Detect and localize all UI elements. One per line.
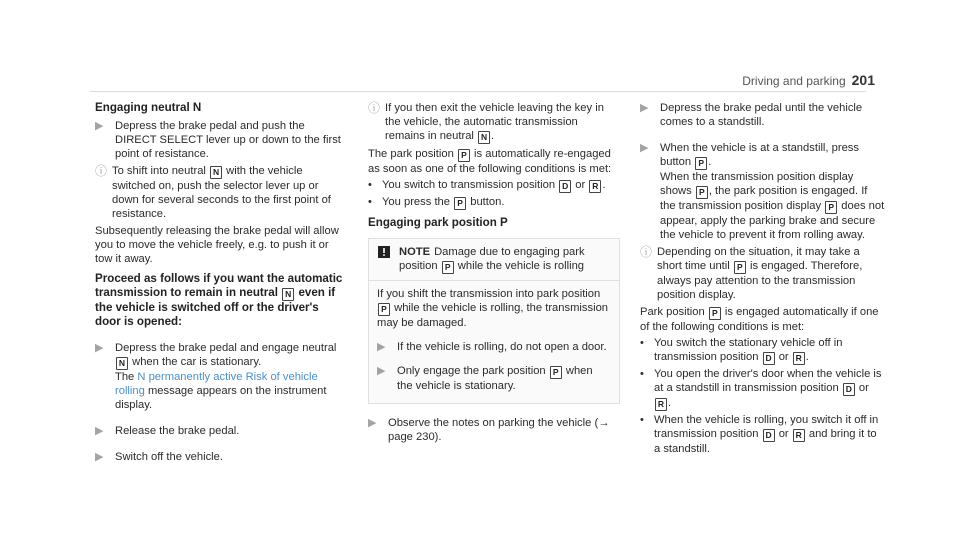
header-divider xyxy=(90,91,866,92)
triangle-arrow-icon: ▶ xyxy=(95,120,104,132)
gear-position-icon: N xyxy=(116,357,128,370)
triangle-arrow-icon: ▶ xyxy=(95,451,104,463)
step-item xyxy=(368,416,620,444)
note-paragraph: If you shift the transmission into park position P while the vehicle is rolling, the transmission may be damaged. xyxy=(377,288,609,329)
triangle-arrow-icon: ▶ xyxy=(640,142,649,154)
info-icon: ⓘ xyxy=(640,245,653,259)
gear-position-icon: P xyxy=(378,303,390,316)
info-note xyxy=(640,245,885,302)
note-title: NOTE xyxy=(399,246,431,258)
step-text: When the vehicle is at a standstill, press button P . When the transmission position display shows P , the park position is engaged. If the transmission position display P does not appear, apply the parking brake and secure the vehicle to prevent it from rolling away. xyxy=(660,142,885,241)
note-text: Depending on the situation, it may take a short time until P is engaged. Therefore, always pay attention to the transmission position display. xyxy=(657,246,863,301)
step-item xyxy=(640,141,885,242)
gear-position-icon: P xyxy=(454,197,466,210)
step-text: Release the brake pedal. xyxy=(115,425,240,437)
gear-position-icon: R xyxy=(589,180,601,193)
condition-list xyxy=(640,336,885,456)
triangle-arrow-icon: ▶ xyxy=(95,342,104,354)
display-message-link: N permanently active Risk of vehicle rolling xyxy=(115,371,318,397)
step-item xyxy=(95,341,347,412)
info-note xyxy=(368,101,620,144)
paragraph: Park position P is engaged automatically if one of the following conditions is met: xyxy=(640,306,879,333)
step-text: Switch off the vehicle. xyxy=(115,451,223,463)
step-item xyxy=(95,424,347,438)
heading-proceed-neutral: Proceed as follows if you want the automatic transmission to remain in neutral N even if the vehicle is switched off or the driver's door is opened: xyxy=(95,272,343,328)
warning-icon xyxy=(377,245,391,259)
list-item: • You press the P button. xyxy=(368,196,505,208)
step-text: Depress the brake pedal and push the DIRECT SELECT lever up or down to the first point of resistance. xyxy=(115,120,341,160)
step-item xyxy=(95,450,347,464)
step-text: Depress the brake pedal until the vehicle comes to a standstill. xyxy=(660,102,863,128)
list-item: • You switch to transmission position D or R . xyxy=(368,179,606,191)
heading-engaging-park: Engaging park position P xyxy=(368,216,508,229)
column-right xyxy=(640,101,885,456)
gear-position-icon: P xyxy=(709,307,721,320)
gear-position-icon: P xyxy=(695,157,707,170)
note-box-body xyxy=(369,281,619,403)
note-text: To shift into neutral N with the vehicle switched on, push the selector lever up or down for several seconds to the first point of resistance. xyxy=(112,165,331,220)
page-number: 201 xyxy=(851,72,875,88)
gear-position-icon: R xyxy=(793,352,805,365)
step-item xyxy=(377,364,611,393)
list-item: • You open the driver's door when the vehicle is at a standstill in transmission position D or R . xyxy=(640,368,882,409)
heading-engaging-neutral: Engaging neutral N xyxy=(95,101,202,114)
paragraph: Subsequently releasing the brake pedal will allow you to move the vehicle freely, e.g. to push it or tow it away. xyxy=(95,225,339,265)
step-item xyxy=(377,340,611,354)
step-item xyxy=(95,119,347,161)
step-item xyxy=(640,101,885,129)
gear-position-icon: P xyxy=(442,261,454,274)
triangle-arrow-icon: ▶ xyxy=(640,102,649,114)
note-box xyxy=(368,238,620,404)
gear-position-icon: D xyxy=(843,383,855,396)
list-item: • When the vehicle is rolling, you switch it off in transmission position D or R and bring it to a standstill. xyxy=(640,414,879,455)
gear-position-icon: N xyxy=(478,131,490,144)
info-note xyxy=(95,164,347,221)
triangle-arrow-icon: ▶ xyxy=(377,365,386,377)
paragraph: The park position P is automatically re-engaged as soon as one of the following conditions is met: xyxy=(368,148,612,175)
step-text: If the vehicle is rolling, do not open a door. xyxy=(397,341,607,353)
gear-position-icon: P xyxy=(458,149,470,162)
gear-position-icon: N xyxy=(282,288,294,301)
step-text: Only engage the park position P when the vehicle is stationary. xyxy=(397,365,593,392)
note-text: If you then exit the vehicle leaving the key in the vehicle, the automatic transmission remains in neutral N . xyxy=(385,102,604,142)
info-icon: ⓘ xyxy=(368,101,381,115)
step-text: Depress the brake pedal and engage neutral N when the car is stationary. The N permanently active Risk of vehicle rolling message appears on the instrument display. xyxy=(115,342,337,411)
info-icon: ⓘ xyxy=(95,164,108,178)
list-item: • You switch the stationary vehicle off in transmission position D or R . xyxy=(640,337,843,363)
gear-position-icon: D xyxy=(763,352,775,365)
gear-position-icon: P xyxy=(696,186,708,199)
gear-position-icon: D xyxy=(559,180,571,193)
note-box-header: NOTE Damage due to engaging park position P while the vehicle is rolling xyxy=(369,239,619,281)
section-title: Driving and parking xyxy=(742,74,846,88)
column-left xyxy=(95,101,347,464)
gear-position-icon: P xyxy=(550,366,562,379)
gear-position-icon: D xyxy=(763,429,775,442)
column-middle xyxy=(368,101,620,444)
gear-position-icon: P xyxy=(734,261,746,274)
step-text: Observe the notes on parking the vehicle (→ page 230). xyxy=(388,417,610,443)
triangle-arrow-icon: ▶ xyxy=(95,425,104,437)
triangle-arrow-icon: ▶ xyxy=(377,341,386,353)
gear-position-icon: R xyxy=(793,429,805,442)
page-header xyxy=(742,72,875,88)
gear-position-icon: N xyxy=(210,166,222,179)
gear-position-icon: P xyxy=(825,201,837,214)
condition-list xyxy=(368,178,620,210)
gear-position-icon: R xyxy=(655,398,667,411)
triangle-arrow-icon: ▶ xyxy=(368,417,377,429)
